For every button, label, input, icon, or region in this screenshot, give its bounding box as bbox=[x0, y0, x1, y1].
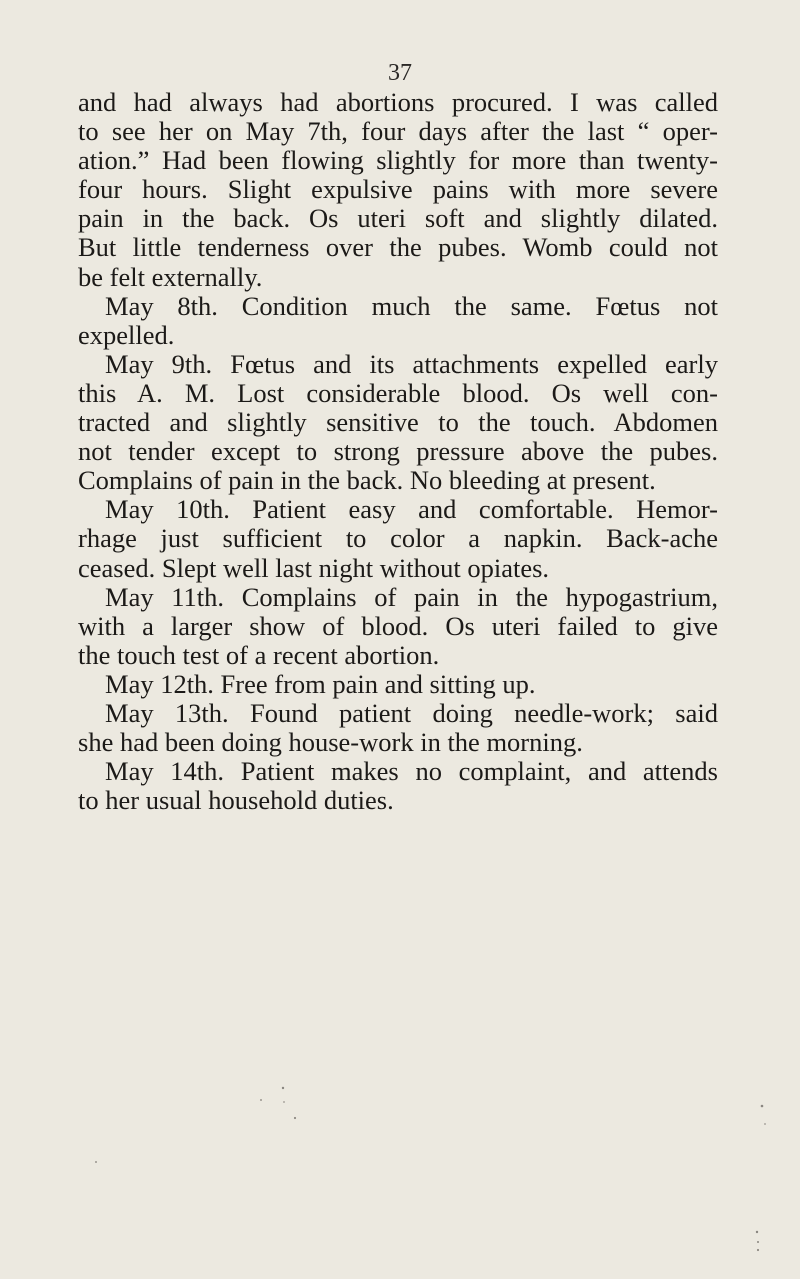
text-line: rhage just sufficient to color a napkin. Back-ache bbox=[78, 523, 718, 554]
text-line: with a larger show of blood. Os uteri failed to give bbox=[78, 610, 718, 641]
text-line: expelled. bbox=[78, 319, 175, 350]
body-text bbox=[78, 88, 718, 815]
text-line: be felt externally. bbox=[78, 261, 263, 292]
text-line: she had been doing house-work in the morning. bbox=[78, 727, 583, 758]
text-line: May 10th. Patient easy and comfortable. Hemor- bbox=[105, 494, 718, 525]
text-line: May 8th. Condition much the same. Fœtus not bbox=[105, 290, 718, 321]
text-line: Complains of pain in the back. No bleeding at present. bbox=[78, 465, 656, 496]
text-line: the touch test of a recent abortion. bbox=[78, 639, 440, 670]
paper-specks bbox=[0, 1080, 800, 1279]
page-number: 37 bbox=[388, 60, 412, 86]
text-line: not tender except to strong pressure above the pubes. bbox=[78, 436, 718, 467]
text-line: four hours. Slight expulsive pains with more severe bbox=[78, 174, 718, 205]
text-line: tracted and slightly sensitive to the touch. Abdomen bbox=[78, 407, 718, 438]
text-line: May 14th. Patient makes no complaint, and attends bbox=[105, 756, 718, 787]
text-line: May 12th. Free from pain and sitting up. bbox=[105, 668, 536, 699]
text-line: ceased. Slept well last night without opiates. bbox=[78, 552, 550, 583]
text-line: pain in the back. Os uteri soft and slightly dilated. bbox=[78, 203, 718, 234]
text-line: May 13th. Found patient doing needle-work; said bbox=[105, 697, 718, 728]
text-line: May 9th. Fœtus and its attachments expelled early bbox=[105, 348, 718, 379]
text-line: to her usual household duties. bbox=[78, 785, 394, 816]
text-line: May 11th. Complains of pain in the hypogastrium, bbox=[105, 581, 718, 612]
text-line: ation.” Had been flowing slightly for more than twenty- bbox=[78, 145, 718, 176]
text-line: But little tenderness over the pubes. Womb could not bbox=[78, 232, 718, 263]
text-line: to see her on May 7th, four days after the last “ oper- bbox=[78, 116, 718, 147]
text-line: this A. M. Lost considerable blood. Os well con- bbox=[78, 377, 718, 408]
text-line: and had always had abortions procured. I was called bbox=[78, 87, 718, 117]
